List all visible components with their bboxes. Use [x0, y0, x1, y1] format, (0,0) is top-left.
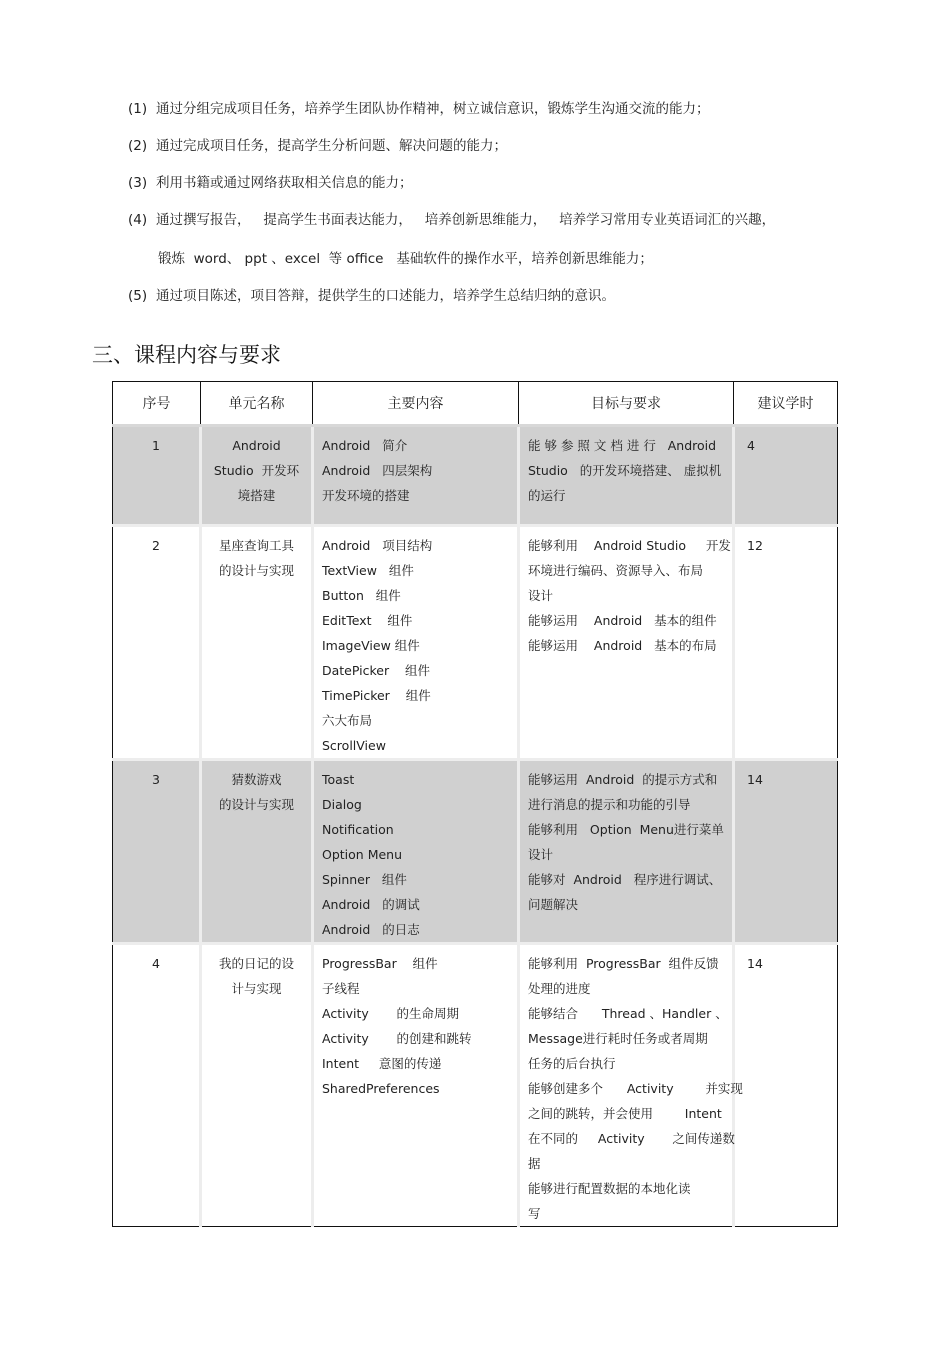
- cell-unit-line: 星座查询工具: [218, 538, 294, 553]
- cell-goals-line: 据: [528, 1156, 541, 1171]
- cell-goals-line: 环境进行编码、资源导入、布局: [528, 563, 704, 578]
- goal-text: 通过完成项目任务，提高学生分析问题、解决问题的能力；: [156, 138, 507, 154]
- cell-content-line: ImageView 组件: [322, 638, 420, 653]
- ability-goals-list: [128, 96, 848, 320]
- cell-no-text: 4: [152, 956, 160, 971]
- cell-content-line: 子线程: [322, 981, 360, 996]
- cell-goals-line: 能 够 参 照 文 档 进 行 Android: [528, 438, 717, 453]
- cell-goals-line: 能够运用 Android 基本的组件: [528, 613, 717, 628]
- goal-text: 通过项目陈述，项目答辩，提供学生的口述能力，培养学生总结归纳的意识。: [156, 288, 615, 304]
- cell-content-line: Android 的日志: [322, 922, 420, 937]
- goal-number: (3): [128, 175, 148, 191]
- cell-goals-line: 的运行: [528, 488, 566, 503]
- cell-goals-line: 任务的后台执行: [528, 1056, 616, 1071]
- cell-goals-line: 进行消息的提示和功能的引导: [528, 797, 691, 812]
- goal-item: [128, 96, 848, 133]
- cell-goals-line: 能够利用 Option Menu进行菜单: [528, 822, 724, 837]
- header-content: 主要内容: [313, 382, 519, 426]
- cell-hours: [734, 426, 838, 526]
- header-goals: 目标与要求: [519, 382, 734, 426]
- cell-no: [113, 760, 201, 944]
- header-unit: 单元名称: [201, 382, 313, 426]
- cell-unit: [201, 426, 313, 526]
- cell-hours: [734, 944, 838, 1227]
- cell-hours-text: 14: [747, 772, 763, 787]
- cell-content: [313, 760, 519, 944]
- cell-content-line: Android 项目结构: [322, 538, 433, 553]
- cell-content-line: SharedPreferences: [322, 1081, 440, 1096]
- cell-hours-text: 4: [747, 438, 755, 453]
- cell-content: [313, 526, 519, 760]
- cell-goals-line: 问题解决: [528, 897, 579, 912]
- cell-unit: [201, 944, 313, 1227]
- header-hours: 建议学时: [734, 382, 838, 426]
- cell-unit-line: 计与实现: [231, 981, 282, 996]
- cell-content-line: Android 四层架构: [322, 463, 433, 478]
- cell-goals-line: 能够对 Android 程序进行调试、: [528, 872, 722, 887]
- header-no: 序号: [113, 382, 201, 426]
- cell-content-line: Dialog: [322, 797, 362, 812]
- cell-goals-line: 在不同的 Activity 之间传递数: [528, 1131, 735, 1146]
- table-row: [113, 760, 838, 944]
- cell-content-line: Toast: [322, 772, 355, 787]
- cell-goals-line: 能够结合 Thread 、Handler 、: [528, 1006, 728, 1021]
- cell-content-line: Spinner 组件: [322, 872, 407, 887]
- cell-content-line: Activity 的生命周期: [322, 1006, 460, 1021]
- cell-no: [113, 426, 201, 526]
- cell-content-line: ScrollView: [322, 738, 386, 753]
- cell-content-line: Option Menu: [322, 847, 403, 862]
- cell-goals-line: 能够利用 Android Studio 开发: [528, 538, 731, 553]
- cell-hours-text: 14: [747, 956, 763, 971]
- section-title: 三、课程内容与要求: [92, 343, 281, 367]
- cell-hours: [734, 760, 838, 944]
- goal-item: [128, 283, 848, 320]
- cell-goals-line: Studio 的开发环境搭建、 虚拟机: [528, 463, 722, 478]
- goal-number: (4): [128, 212, 148, 228]
- cell-no: [113, 944, 201, 1227]
- table-row: [113, 944, 838, 1227]
- cell-unit-line: Studio 开发环: [213, 463, 300, 478]
- cell-unit-line: 境搭建: [237, 488, 276, 503]
- goal-number: (2): [128, 138, 148, 154]
- cell-goals-line: 处理的进度: [528, 981, 591, 996]
- cell-content: [313, 426, 519, 526]
- cell-goals-line: 能够创建多个 Activity 并实现: [528, 1081, 743, 1096]
- cell-unit-line: 我的日记的设: [218, 956, 294, 971]
- cell-goals-line: 之间的跳转，并会使用 Intent: [528, 1106, 722, 1121]
- cell-content-line: TimePicker 组件: [322, 688, 431, 703]
- cell-content-line: 开发环境的搭建: [322, 488, 410, 503]
- cell-unit: [201, 526, 313, 760]
- cell-content: [313, 944, 519, 1227]
- table-row: [113, 426, 838, 526]
- cell-hours-text: 12: [747, 538, 763, 553]
- cell-no-text: 2: [152, 538, 160, 553]
- cell-goals-line: Message进行耗时任务或者周期: [528, 1031, 708, 1046]
- cell-goals-line: 能够进行配置数据的本地化读: [528, 1181, 691, 1196]
- goal-number: (1): [128, 101, 148, 117]
- cell-goals: [519, 944, 743, 1227]
- cell-no: [113, 526, 201, 760]
- cell-goals: [519, 426, 734, 526]
- cell-content-line: Button 组件: [322, 588, 401, 603]
- goal-item: [128, 133, 848, 170]
- cell-hours: [734, 526, 838, 760]
- cell-goals-line: 设计: [528, 588, 554, 603]
- table-row: [113, 526, 838, 760]
- cell-content-line: TextView 组件: [322, 563, 414, 578]
- cell-no-text: 1: [152, 438, 160, 453]
- course-content-table: [112, 381, 838, 1227]
- goal-text: 利用书籍或通过网络获取相关信息的能力；: [156, 175, 413, 191]
- goal-number: (5): [128, 288, 148, 304]
- goal-item: [128, 207, 848, 283]
- cell-goals-line: 写: [528, 1206, 541, 1221]
- cell-unit-line: 的设计与实现: [218, 797, 294, 812]
- cell-goals-line: 能够运用 Android 的提示方式和: [528, 772, 718, 787]
- cell-content-line: Intent 意图的传递: [322, 1056, 442, 1071]
- cell-content-line: DatePicker 组件: [322, 663, 431, 678]
- cell-goals-line: 设计: [528, 847, 554, 862]
- cell-unit-line: Android: [232, 438, 281, 453]
- goal-text: 通过撰写报告， 提高学生书面表达能力， 培养创新思维能力， 培养学习常用专业英语词汇的兴趣，: [156, 212, 776, 228]
- cell-content-line: 六大布局: [322, 713, 373, 728]
- cell-content-line: Android 的调试: [322, 897, 420, 912]
- cell-content-line: Notification: [322, 822, 394, 837]
- cell-content-line: Activity 的创建和跳转: [322, 1031, 472, 1046]
- goal-item: [128, 170, 848, 207]
- cell-content-line: ProgressBar 组件: [322, 956, 438, 971]
- table-header-row: [113, 382, 838, 426]
- cell-goals-line: 能够运用 Android 基本的布局: [528, 638, 717, 653]
- cell-content-line: Android 简介: [322, 438, 408, 453]
- cell-unit-line: 猜数游戏: [231, 772, 282, 787]
- cell-unit: [201, 760, 313, 944]
- goal-text: 通过分组完成项目任务，培养学生团队协作精神，树立诚信意识，锻炼学生沟通交流的能力；: [156, 101, 710, 117]
- cell-unit-line: 的设计与实现: [218, 563, 294, 578]
- cell-goals: [519, 526, 734, 760]
- cell-goals: [519, 760, 734, 944]
- cell-goals-line: 能够利用 ProgressBar 组件反馈: [528, 956, 719, 971]
- goal-text-continued: 锻炼 word、 ppt 、excel 等 office 基础软件的操作水平，培养创新思维能力；: [158, 251, 653, 267]
- cell-content-line: EditText 组件: [322, 613, 413, 628]
- cell-no-text: 3: [152, 772, 160, 787]
